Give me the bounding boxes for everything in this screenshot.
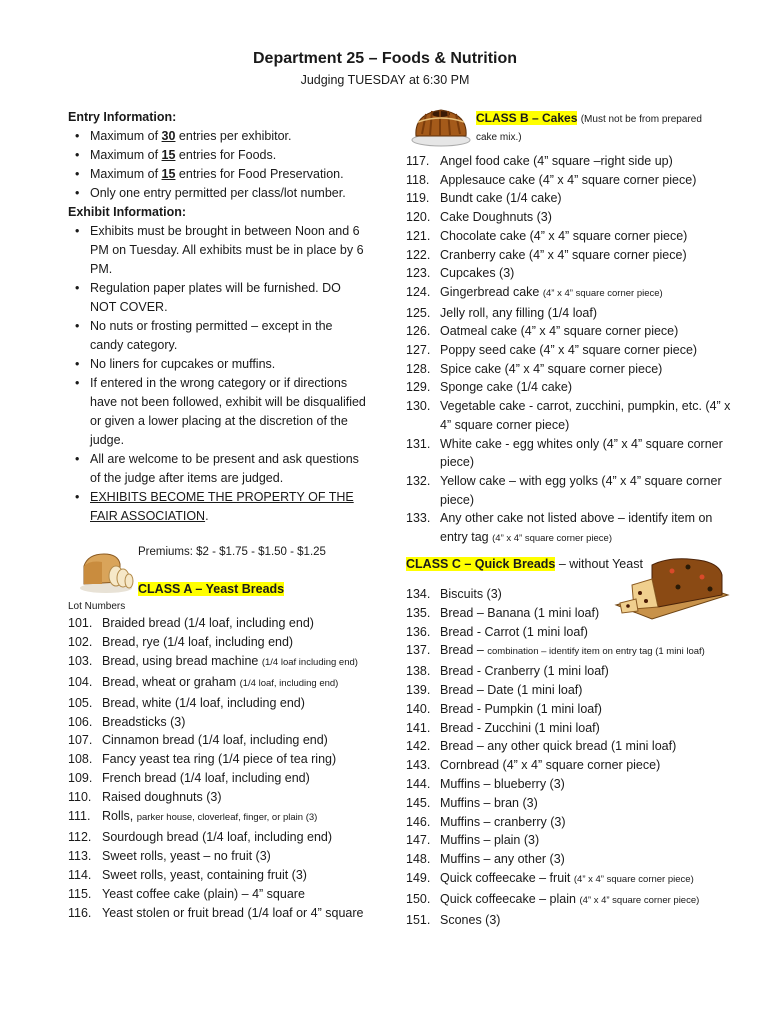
lot-number: 137.	[406, 643, 431, 658]
lot-text: Cranberry cake (4” x 4” square corner piece)	[440, 247, 687, 262]
property-notice-end: .	[205, 509, 209, 523]
exhibit-info-item: • All are welcome to be present and ask questions of the judge after items are judged.	[68, 450, 368, 488]
lot-item	[406, 341, 736, 360]
lot-numbers-label: Lot Numbers	[68, 601, 126, 612]
lot-description	[440, 662, 736, 681]
lot-number: 123.	[406, 266, 431, 281]
lot-text: Bread, using bread machine	[102, 653, 262, 668]
lot-description	[102, 885, 368, 904]
lot-number: 135.	[406, 605, 431, 620]
lot-number: 101.	[68, 616, 93, 630]
lot-description	[440, 775, 736, 794]
lot-item	[406, 681, 736, 700]
lot-description	[102, 673, 368, 694]
lot-number: 136.	[406, 624, 431, 639]
entry-info-item	[68, 146, 368, 165]
lot-text: Bread, white (1/4 loaf, including end)	[102, 695, 305, 710]
lot-text: Sponge cake (1/4 cake)	[440, 380, 573, 395]
entry-info-heading: Entry Information:	[68, 110, 177, 124]
lot-number: 128.	[406, 361, 431, 376]
lot-item	[406, 304, 736, 323]
lot-item	[68, 614, 368, 633]
lot-description	[102, 788, 368, 807]
lot-item	[406, 509, 736, 548]
lot-item	[68, 788, 368, 807]
lot-note: parker house, cloverleaf, finger, or plain (3)	[136, 812, 318, 824]
lot-number: 110.	[68, 790, 92, 805]
lot-number: 138.	[406, 664, 431, 679]
lot-description	[102, 694, 368, 713]
lot-number: 143.	[406, 758, 431, 773]
lot-description	[440, 283, 736, 304]
entry-info-text: Maximum of	[90, 129, 162, 143]
lot-text: Scones (3)	[440, 912, 501, 927]
page-subtitle: Judging TUESDAY at 6:30 PM	[300, 73, 470, 87]
lot-item	[406, 775, 736, 794]
lot-description	[440, 472, 736, 509]
lot-text: Bread - Carrot (1 mini loaf)	[440, 624, 588, 639]
lot-item	[68, 847, 368, 866]
lot-item	[68, 694, 368, 713]
lot-text: Applesauce cake (4” x 4” square corner piece)	[440, 172, 697, 187]
lot-text: Bread, rye (1/4 loaf, including end)	[102, 634, 294, 649]
lot-number: 148.	[406, 852, 431, 867]
entry-info-text: Maximum of	[90, 148, 162, 162]
lot-description	[102, 614, 368, 633]
lot-item	[406, 152, 736, 171]
entry-info-text-end: entries for Food Preservation.	[175, 167, 344, 181]
lot-description	[102, 866, 368, 885]
lot-description	[440, 208, 736, 227]
lot-number: 145.	[406, 795, 431, 810]
lot-description	[440, 604, 736, 623]
class-c-header	[406, 557, 643, 571]
lot-number: 131.	[406, 436, 431, 451]
class-c-title: CLASS C – Quick Breads	[406, 557, 556, 571]
lot-item	[406, 208, 736, 227]
lot-description	[440, 911, 736, 930]
lot-description	[102, 904, 368, 923]
lot-text: Poppy seed cake (4” x 4” square corner piece)	[440, 343, 698, 358]
lot-item	[406, 756, 736, 775]
entry-info-text-end: entries for Foods.	[175, 148, 277, 162]
exhibit-info-item: • Exhibits must be brought in between Noon and 6 PM on Tuesday. All exhibits must be in place by 6 PM.	[68, 222, 368, 279]
lot-number: 120.	[406, 210, 431, 225]
lot-text: Cupcakes (3)	[440, 266, 515, 281]
class-c-suffix: – without Yeast	[555, 557, 643, 571]
class-b-title: CLASS B – Cakes	[476, 111, 578, 125]
lot-item	[406, 264, 736, 283]
lot-description	[440, 585, 736, 604]
lot-number: 102.	[68, 634, 93, 649]
lot-number: 118.	[406, 172, 430, 187]
lot-description	[440, 737, 736, 756]
lot-item	[68, 633, 368, 652]
lot-text: Cornbread (4” x 4” square corner piece)	[440, 758, 661, 773]
lot-number: 149.	[406, 870, 431, 885]
lot-item	[406, 813, 736, 832]
lot-number: 129.	[406, 380, 431, 395]
lot-item	[406, 794, 736, 813]
lot-item	[68, 750, 368, 769]
exhibit-info-heading: Exhibit Information:	[68, 205, 187, 219]
lot-note: (4” x 4” square corner piece)	[542, 287, 663, 299]
lot-number: 139.	[406, 682, 431, 697]
lot-text: Yeast coffee cake (plain) – 4” square	[102, 886, 305, 901]
lot-number: 114.	[68, 867, 92, 882]
entry-info-text: Only one entry permitted per class/lot number.	[90, 186, 346, 200]
lot-item	[406, 189, 736, 208]
lot-number: 115.	[68, 886, 92, 901]
lot-text: Bread – Banana (1 mini loaf)	[440, 605, 600, 620]
lot-description	[440, 700, 736, 719]
lot-description	[440, 171, 736, 190]
lot-text: Oatmeal cake (4” x 4” square corner piece)	[440, 324, 679, 339]
lot-description	[102, 731, 368, 750]
lot-description	[440, 304, 736, 323]
lot-item	[406, 869, 736, 890]
lot-number: 117.	[406, 154, 430, 168]
lot-text: Muffins – any other (3)	[440, 852, 565, 867]
entry-info-item	[68, 184, 368, 203]
lot-text: French bread (1/4 loaf, including end)	[102, 771, 310, 786]
lot-text: Biscuits (3)	[440, 587, 502, 601]
lot-text: Braided bread (1/4 loaf, including end)	[102, 616, 314, 630]
lot-number: 109.	[68, 771, 93, 786]
exhibit-info-item: • Regulation paper plates will be furnished. DO NOT COVER.	[68, 279, 368, 317]
lot-description	[440, 397, 736, 434]
lot-description	[440, 623, 736, 642]
lot-text: Breadsticks (3)	[102, 714, 186, 729]
lot-item	[406, 831, 736, 850]
lot-description	[440, 794, 736, 813]
exhibit-info-item: • No nuts or frosting permitted – except in the candy category.	[68, 317, 368, 355]
lot-text: Any other cake not listed above – identify item on entry tag	[440, 511, 713, 545]
lot-number: 146.	[406, 814, 431, 829]
lot-item	[406, 911, 736, 930]
lot-number: 121.	[406, 228, 431, 243]
lot-item	[406, 737, 736, 756]
lot-item	[406, 472, 736, 509]
class-a-title: CLASS A – Yeast Breads	[138, 582, 285, 596]
lot-item	[68, 713, 368, 732]
lot-text: Angel food cake (4” square –right side up)	[440, 154, 673, 168]
lot-description	[440, 152, 736, 171]
lot-number: 150.	[406, 891, 431, 906]
lot-item	[68, 866, 368, 885]
lot-text: Quick coffeecake – plain	[440, 891, 580, 906]
lot-text: Muffins – cranberry (3)	[440, 814, 566, 829]
lot-description	[440, 435, 736, 472]
lot-item	[406, 283, 736, 304]
lot-item	[68, 885, 368, 904]
lot-text: Muffins – bran (3)	[440, 795, 538, 810]
lot-number: 130.	[406, 399, 431, 414]
lot-description	[102, 652, 368, 673]
property-notice: EXHIBITS BECOME THE PROPERTY OF THE FAIR ASSOCIATION	[90, 490, 354, 523]
lot-description	[440, 360, 736, 379]
lot-number: 133.	[406, 511, 431, 526]
lot-item	[406, 641, 736, 662]
lot-item	[406, 378, 736, 397]
exhibit-info-item: • No liners for cupcakes or muffins.	[68, 355, 368, 374]
lot-number: 151.	[406, 912, 431, 927]
class-b-list	[406, 152, 736, 549]
entry-info-text-end: entries per exhibitor.	[175, 129, 292, 143]
lot-item	[68, 731, 368, 750]
lot-item	[68, 904, 368, 923]
lot-text: Raised doughnuts (3)	[102, 790, 222, 805]
lot-text: Vegetable cake - carrot, zucchini, pumpkin, etc. (4” x 4” square corner piece)	[440, 399, 731, 432]
lot-description	[440, 509, 736, 548]
lot-text: Gingerbread cake	[440, 284, 543, 299]
lot-number: 106.	[68, 714, 93, 729]
bread-loaf-icon	[78, 548, 134, 594]
exhibit-info-list	[68, 222, 368, 526]
lot-number: 140.	[406, 701, 431, 716]
lot-text: Bundt cake (1/4 cake)	[440, 191, 562, 206]
lot-number: 132.	[406, 473, 431, 488]
class-a-list	[68, 614, 368, 923]
lot-item	[406, 700, 736, 719]
lot-text: Bread - Zucchini (1 mini loaf)	[440, 720, 600, 735]
lot-description	[440, 378, 736, 397]
lot-number: 126.	[406, 324, 431, 339]
lot-description	[440, 227, 736, 246]
lot-text: Rolls,	[102, 809, 137, 824]
lot-item	[406, 246, 736, 265]
lot-number: 104.	[68, 674, 93, 689]
lot-number: 124.	[406, 284, 431, 299]
lot-description	[440, 850, 736, 869]
lot-item	[406, 227, 736, 246]
lot-number: 116.	[68, 905, 92, 920]
lot-text: Sourdough bread (1/4 loaf, including end)	[102, 829, 333, 844]
lot-text: Bread - Cranberry (1 mini loaf)	[440, 664, 609, 679]
lot-number: 141.	[406, 720, 431, 735]
lot-item	[406, 719, 736, 738]
entry-info-number: 15	[161, 148, 176, 162]
lot-description	[440, 322, 736, 341]
lot-description	[440, 890, 736, 911]
lot-text: Sweet rolls, yeast, containing fruit (3)	[102, 867, 307, 882]
lot-text: Muffins – plain (3)	[440, 833, 540, 848]
lot-number: 111.	[68, 809, 91, 824]
lot-description	[440, 756, 736, 775]
lot-text: Bread – any other quick bread (1 mini loaf)	[440, 739, 677, 754]
lot-note: (4” x 4” square corner piece)	[579, 894, 700, 906]
lot-item	[406, 322, 736, 341]
lot-description	[102, 807, 368, 828]
lot-description	[440, 813, 736, 832]
lot-text: Muffins – blueberry (3)	[440, 776, 565, 791]
lot-number: 142.	[406, 739, 431, 754]
lot-text: Cake Doughnuts (3)	[440, 210, 552, 225]
lot-number: 105.	[68, 695, 93, 710]
lot-note: (4” x 4” square corner piece)	[492, 533, 612, 545]
lot-item	[406, 604, 736, 623]
lot-item	[406, 397, 736, 434]
lot-item	[406, 890, 736, 911]
lot-text: Chocolate cake (4” x 4” square corner piece)	[440, 228, 688, 243]
lot-text: Bread - Pumpkin (1 mini loaf)	[440, 701, 602, 716]
lot-item	[406, 662, 736, 681]
lot-number: 144.	[406, 776, 431, 791]
lot-text: Quick coffeecake – fruit	[440, 870, 574, 885]
lot-description	[440, 341, 736, 360]
lot-number: 108.	[68, 752, 93, 767]
lot-item	[68, 828, 368, 847]
lot-description	[102, 750, 368, 769]
premiums-text: Premiums: $2 - $1.75 - $1.50 - $1.25	[138, 546, 326, 558]
lot-note: combination – identify item on entry tag (1 mini loaf)	[487, 646, 705, 658]
lot-text: Cinnamon bread (1/4 loaf, including end)	[102, 733, 328, 748]
lot-text: Spice cake (4” x 4” square corner piece)	[440, 361, 663, 376]
lot-item	[68, 652, 368, 673]
lot-text: Bread, wheat or graham	[102, 674, 240, 689]
page-title: Department 25 – Foods & Nutrition	[252, 50, 518, 67]
lot-note: (1/4 loaf, including end)	[239, 677, 339, 689]
lot-text: Bread –	[440, 643, 488, 658]
lot-description	[440, 869, 736, 890]
lot-text: Yellow cake – with egg yolks (4” x 4” square corner piece)	[440, 473, 722, 507]
lot-note: (4” x 4” square corner piece)	[573, 873, 694, 885]
lot-description	[102, 847, 368, 866]
lot-description	[102, 713, 368, 732]
lot-item	[406, 850, 736, 869]
lot-text: Bread – Date (1 mini loaf)	[440, 682, 583, 697]
lot-description	[440, 831, 736, 850]
lot-description	[102, 633, 368, 652]
lot-item	[68, 807, 368, 828]
lot-note: (1/4 loaf including end)	[261, 656, 358, 668]
lot-item	[406, 171, 736, 190]
lot-description	[440, 264, 736, 283]
lot-text: Sweet rolls, yeast – no fruit (3)	[102, 848, 271, 863]
lot-description	[440, 189, 736, 208]
lot-item	[406, 585, 736, 604]
lot-text: Yeast stolen or fruit bread (1/4 loaf or 4” square	[102, 905, 364, 920]
exhibit-info-item: • If entered in the wrong category or if directions have not been followed, exhibit will be disqualified or given a lower placing at the discretion of the judge.	[68, 374, 368, 450]
lot-item	[406, 623, 736, 642]
class-b-header	[476, 110, 716, 146]
lot-item	[406, 360, 736, 379]
bundt-cake-icon	[410, 100, 472, 148]
lot-number: 122.	[406, 247, 431, 262]
lot-description	[102, 828, 368, 847]
lot-number: 125.	[406, 305, 431, 320]
lot-number: 103.	[68, 653, 93, 668]
lot-text: Jelly roll, any filling (1/4 loaf)	[440, 305, 598, 320]
lot-number: 127.	[406, 343, 431, 358]
entry-info-number: 15	[161, 167, 176, 181]
lot-number: 147.	[406, 833, 431, 848]
entry-info-item	[68, 127, 368, 146]
lot-item	[68, 673, 368, 694]
class-c-list	[406, 585, 736, 929]
lot-text: Fancy yeast tea ring (1/4 piece of tea ring)	[102, 752, 337, 767]
entry-info-number: 30	[161, 129, 176, 143]
lot-description	[440, 246, 736, 265]
lot-description	[102, 769, 368, 788]
lot-item	[406, 435, 736, 472]
entry-info-text: Maximum of	[90, 167, 162, 181]
lot-number: 119.	[406, 191, 430, 206]
lot-number: 112.	[68, 829, 92, 844]
lot-description	[440, 641, 736, 662]
entry-info-list	[68, 127, 368, 203]
info-column	[68, 108, 368, 526]
entry-info-item	[68, 165, 368, 184]
lot-number: 134.	[406, 587, 431, 601]
lot-description	[440, 719, 736, 738]
lot-number: 107.	[68, 733, 93, 748]
class-b-note: (Must not be from prepared cake mix.)	[476, 114, 702, 143]
lot-text: White cake - egg whites only (4” x 4” square corner piece)	[440, 436, 723, 470]
lot-description	[440, 681, 736, 700]
lot-item	[68, 769, 368, 788]
exhibit-info-item	[68, 488, 368, 526]
lot-number: 113.	[68, 848, 92, 863]
